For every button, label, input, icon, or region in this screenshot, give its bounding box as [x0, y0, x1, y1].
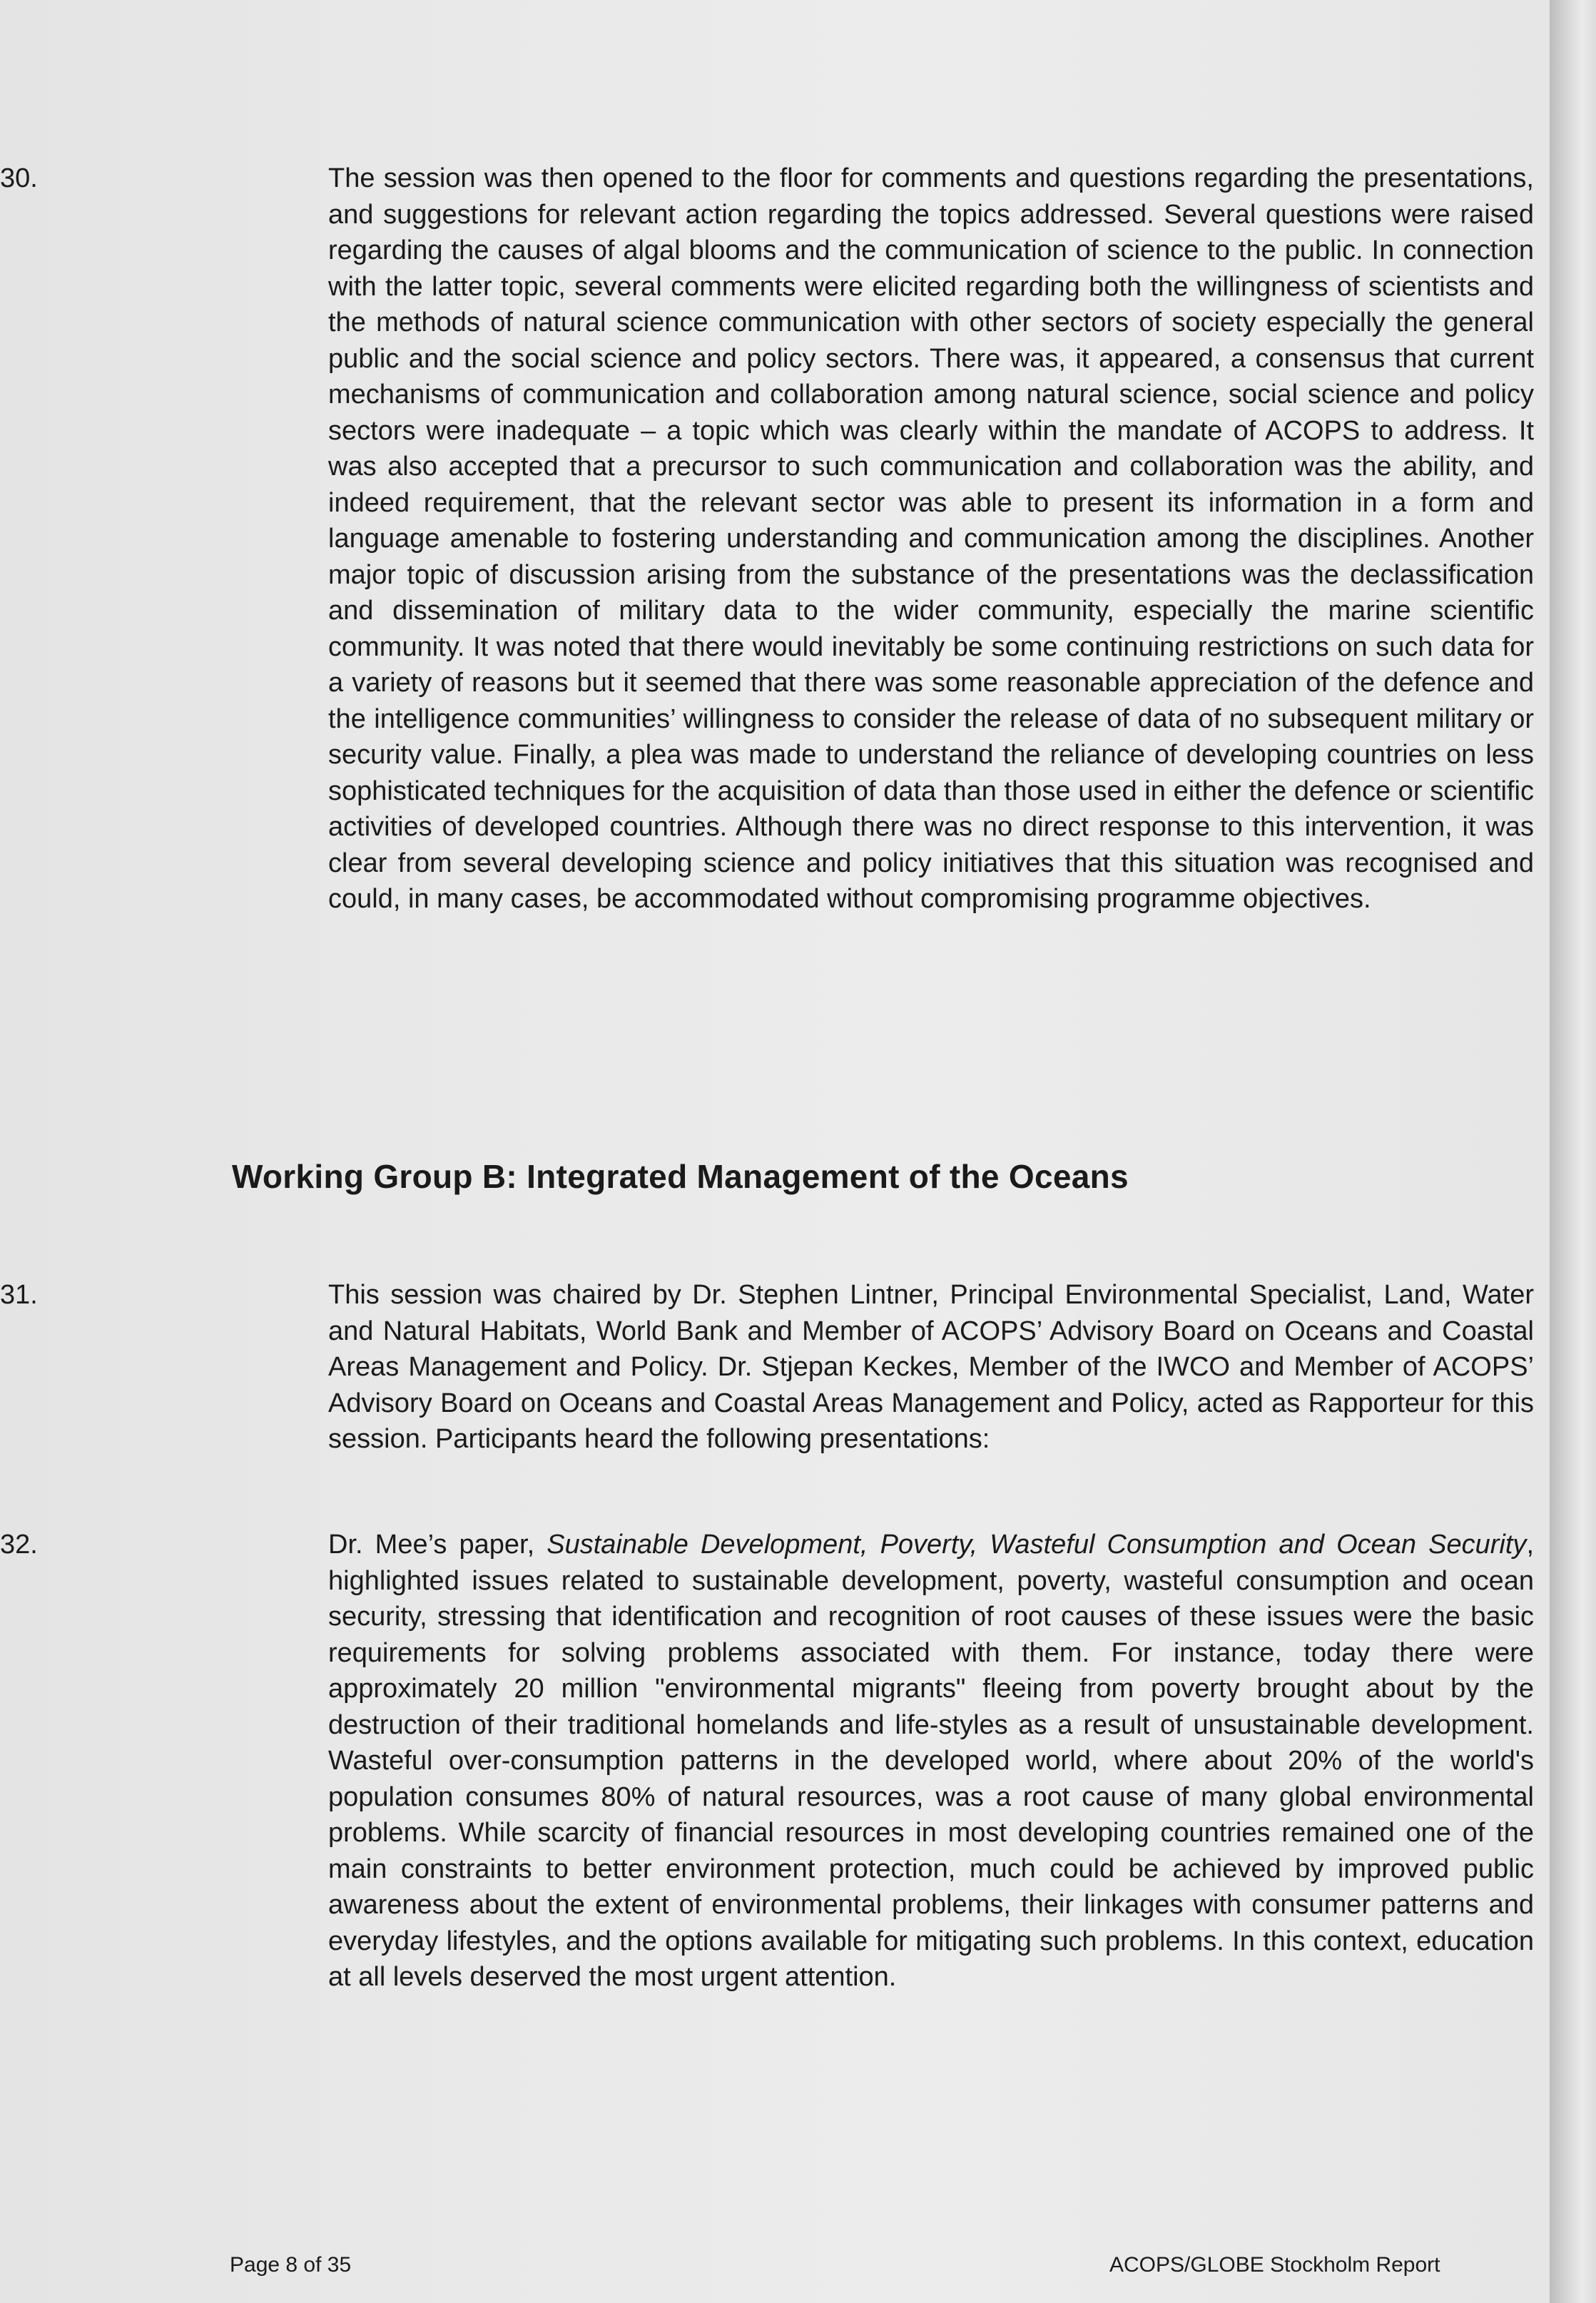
paragraph-number: 32. — [0, 1530, 38, 1560]
paragraph-text: The session was then opened to the floor for comments and questions regarding the presentations, and suggestions for relevant action regarding the topics addressed. Several questions were raised regarding the causes of algal blooms and the communication of science to the public. In connection with the latter topic, several comments were elicited regarding both the willingness of scientists and the methods of natural science communication with other sectors of society especially the general public and the social science and policy sectors. There was, it appeared, a consensus that current mechanisms of communication and collaboration among natural science, social science and policy sectors were inadequate – a topic which was clearly within the mandate of ACOPS to address. It was also accepted that a precursor to such communication and collaboration was the ability, and indeed requirement, that the relevant sector was able to present its information in a form and language amenable to fostering understanding and communication among the disciplines. Another major topic of discussion arising from the substance of the presentations was the declassification and dissemination of military data to the wider community, especially the marine scientific community. It was noted that there would inevitably be some continuing restrictions on such data for a variety of reasons but it seemed that there was some reasonable appreciation of the defence and the intelligence communities’ willingness to consider the release of data of no subsequent military or security value. Finally, a plea was made to understand the reliance of developing countries on less sophisticated techniques for the acquisition of data than those used in either the defence or scientific activities of developed countries. Although there was no direct response to this intervention, it was clear from several developing science and policy initiatives that this situation was recognised and could, in many cases, be accommodated without compromising programme objectives. — [328, 163, 1534, 914]
paper-title: Sustainable Development, Poverty, Wasteful Consumption and Ocean Security — [547, 1530, 1527, 1560]
page-number: Page 8 of 35 — [230, 2253, 352, 2277]
paragraph-number: 30. — [0, 163, 38, 193]
paragraph-text — [328, 1527, 1534, 1996]
paragraph-text: This session was chaired by Dr. Stephen Lintner, Principal Environmental Specialist, Land, Water and Natural Habitats, World Bank and Member of ACOPS’ Advisory Board on Oceans and Coastal Areas Management and Policy. Dr. Stjepan Keckes, Member of the IWCO and Member of ACOPS’ Advisory Board on Oceans and Coastal Areas Management and Policy, acted as Rapporteur for this session. Participants heard the following presentations: — [328, 1280, 1534, 1454]
paragraph-lead: Dr. Mee’s paper, — [328, 1530, 547, 1560]
page-edge — [1550, 0, 1596, 2303]
paragraph-body: , highlighted issues related to sustainable development, poverty, wasteful consumption and ocean security, stressing that identification and recognition of root causes of these issues were the basic requirements for solving problems associated with them. For instance, today there were approximately 20 million "environmental migrants" fleeing from poverty brought about by the destruction of their traditional homelands and life-styles as a result of unsustainable development. Wasteful over-consumption patterns in the developed world, where about 20% of the world's population consumes 80% of natural resources, was a root cause of many global environmental problems. While scarcity of financial resources in most developing countries remained one of the main constraints to better environment protection, much could be achieved by improved public awareness about the extent of environmental problems, their linkages with consumer patterns and everyday lifestyles, and the options available for mitigating such problems. In this context, education at all levels deserved the most urgent attention. — [328, 1530, 1534, 1992]
section-heading: Working Group B: Integrated Management of the Oceans — [232, 1158, 1129, 1195]
paragraph-number: 31. — [0, 1280, 38, 1310]
report-title: ACOPS/GLOBE Stockholm Report — [1109, 2253, 1440, 2277]
